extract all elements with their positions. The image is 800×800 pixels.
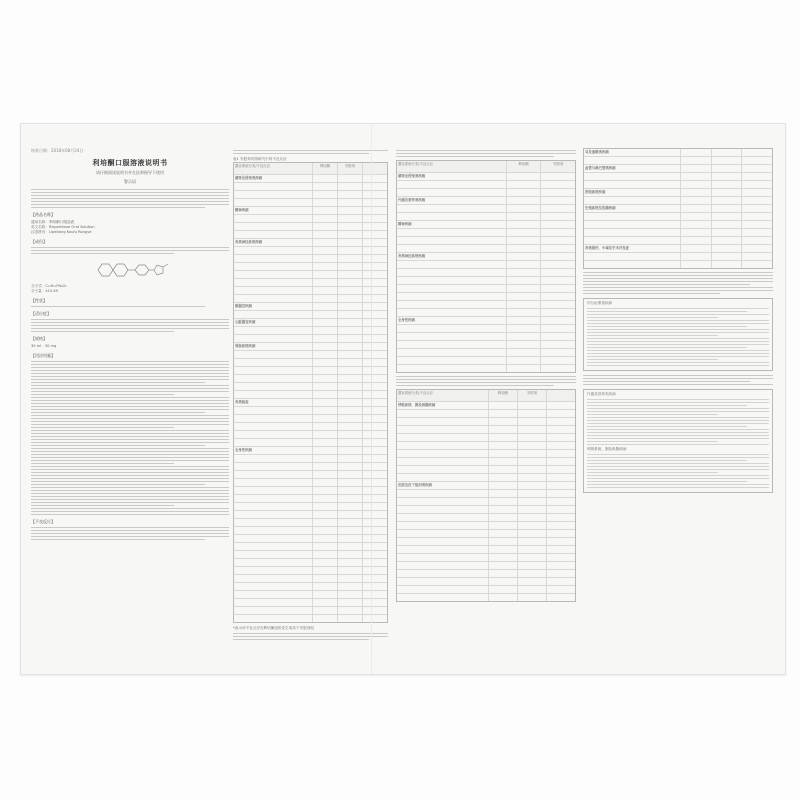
table-row — [397, 221, 575, 229]
group-label: 心脏器官疾病 — [234, 319, 313, 326]
table-row — [234, 407, 387, 415]
chemical-structure-image — [90, 259, 170, 281]
table-header-row — [397, 161, 575, 173]
group-label: 肝胆系统疾病 — [584, 189, 681, 196]
table-row — [234, 359, 387, 367]
column-2 — [233, 148, 388, 643]
table-row — [234, 303, 387, 311]
table-row — [234, 375, 387, 383]
group-label: 全身性疾病 — [397, 317, 507, 324]
molecular-weight: 分子量：410.49 — [31, 289, 58, 293]
table-row — [234, 271, 387, 279]
generic-name: 通用名称：利培酮口服溶液 — [31, 220, 75, 224]
table-row — [397, 277, 575, 285]
column-4 — [583, 148, 773, 497]
table-row — [234, 335, 387, 343]
table-header-cell: 器官系统分类/不良反应 — [397, 390, 489, 401]
table-row — [397, 554, 575, 562]
group-label: 眼器官疾病 — [234, 303, 313, 310]
table-row — [397, 522, 575, 530]
table-row — [234, 175, 387, 183]
group-label: 生殖系统及乳腺疾病 — [584, 205, 681, 212]
column-4-text-b — [583, 375, 773, 385]
column-3-intro — [396, 150, 576, 157]
table-row — [397, 333, 575, 341]
group-label: 各类神经系统疾病 — [397, 253, 507, 260]
group-label: 呼吸系统、胸及纵隔疾病 — [397, 402, 489, 409]
table-row — [397, 466, 575, 474]
table-row — [397, 410, 575, 418]
table-row — [234, 479, 387, 487]
section-properties: 【性状】 — [31, 298, 47, 303]
group-label: 全身性疾病 — [234, 447, 313, 454]
section-indications: 【适应症】 — [31, 311, 51, 316]
group-label: 胃肠系统疾病 — [234, 343, 313, 350]
table-row — [234, 199, 387, 207]
table-row — [234, 215, 387, 223]
group-label: 各类损伤、中毒及手术并发症 — [584, 245, 681, 252]
section-spec: 【规格】 — [31, 336, 47, 341]
table-row — [397, 458, 575, 466]
table-row — [397, 269, 575, 277]
table-header-row — [397, 390, 575, 402]
table-row — [397, 586, 575, 594]
table-row — [234, 575, 387, 583]
table-row — [234, 223, 387, 231]
adverse-events-table-4 — [583, 148, 773, 269]
table-row — [397, 173, 575, 181]
table-row — [234, 391, 387, 399]
table-row — [234, 567, 387, 575]
table-row — [234, 415, 387, 423]
table-row — [234, 351, 387, 359]
table-row — [397, 309, 575, 317]
table-header-cell: 安慰剂 — [518, 390, 547, 401]
table-header-cell: 安慰剂 — [553, 162, 564, 166]
table-row — [234, 519, 387, 527]
table-row — [584, 165, 772, 173]
approval-date: 核准日期：2018年08月24日 — [31, 148, 84, 153]
table-row — [584, 197, 772, 205]
table-header-cell: 安慰剂 — [338, 163, 363, 174]
pinyin-name: 汉语拼音：Lipeitong Koufu Rongye — [31, 230, 92, 234]
table-row — [397, 514, 575, 522]
table-row — [234, 503, 387, 511]
table-row — [397, 562, 575, 570]
document-subtitle: 请仔细阅读说明书并在医师指导下使用 — [96, 170, 164, 175]
table-row — [234, 535, 387, 543]
indications-paragraph — [31, 319, 229, 332]
table-row — [234, 319, 387, 327]
document-title: 利培酮口服溶液说明书 — [92, 159, 168, 167]
table-row — [397, 498, 575, 506]
english-name: 英文名称：Risperidone Oral Solution — [31, 225, 95, 229]
table-row — [234, 287, 387, 295]
column-4-text-a — [583, 272, 773, 294]
table-header-cell: 器官系统分类/不良反应 — [397, 161, 507, 172]
boxed-list-heading: 内分泌系统疾病 — [587, 301, 613, 305]
table-row — [584, 173, 772, 181]
table-row — [397, 426, 575, 434]
boxed-list-heading: 呼吸系统、胸及纵隔疾病 — [587, 447, 627, 451]
table-row — [234, 343, 387, 351]
table-row — [234, 247, 387, 255]
table-header-cell — [547, 390, 575, 401]
table-row — [234, 327, 387, 335]
table-row — [234, 495, 387, 503]
group-label: 各类神经系统疾病 — [234, 239, 313, 246]
table-row — [234, 447, 387, 455]
table-row — [397, 490, 575, 498]
table-row — [584, 245, 772, 253]
table-row — [397, 365, 575, 372]
table-row — [234, 423, 387, 431]
group-label: 精神疾病 — [397, 221, 507, 228]
boxed-list-heading: 代谢及营养类疾病 — [587, 392, 616, 396]
table-row — [584, 149, 772, 157]
table-header-cell: 器官系统分类/不良反应 — [234, 163, 313, 174]
table-row — [584, 261, 772, 268]
table-row — [234, 183, 387, 191]
table-header-cell — [363, 163, 387, 174]
adverse-events-table-3 — [396, 389, 576, 602]
table-row — [397, 349, 575, 357]
section-dosage: 【用法用量】 — [31, 353, 55, 358]
table-row — [397, 578, 575, 586]
ingredients-paragraph — [31, 247, 229, 254]
table-row — [234, 487, 387, 495]
table-header-row — [234, 163, 387, 175]
table-row — [397, 570, 575, 578]
table-row — [234, 367, 387, 375]
table-row — [397, 245, 575, 253]
footnote-paragraph — [233, 633, 388, 640]
adverse-events-table-1 — [233, 162, 388, 623]
table-row — [234, 527, 387, 535]
table-row — [234, 583, 387, 591]
table-row — [234, 231, 387, 239]
table-row — [397, 506, 575, 514]
table-row — [584, 181, 772, 189]
spec-value: 30 ml：30 mg — [31, 344, 57, 348]
table-row — [397, 341, 575, 349]
molecular-formula: 分子式：C₂₃H₂₇FN₄O₂ — [31, 284, 67, 288]
table-row — [234, 463, 387, 471]
group-label: 血管与淋巴管类疾病 — [584, 165, 681, 172]
table-row — [397, 442, 575, 450]
table-row — [234, 295, 387, 303]
table-row — [397, 482, 575, 490]
warning-label: 警示语 — [124, 179, 136, 184]
table-row — [397, 530, 575, 538]
table-row — [397, 181, 575, 189]
table-row — [397, 253, 575, 261]
table-row — [234, 239, 387, 247]
table-row — [584, 253, 772, 261]
column-3 — [396, 148, 576, 605]
section-name: 【药品名称】 — [31, 212, 55, 217]
table-row — [397, 189, 575, 197]
group-label: 感染及侵染类疾病 — [397, 173, 507, 180]
table-header-cell: 利培酮 — [313, 163, 338, 174]
table-row — [397, 301, 575, 309]
table-row — [397, 197, 575, 205]
table-row — [584, 213, 772, 221]
table-row — [584, 205, 772, 213]
table-row — [234, 431, 387, 439]
table-row — [234, 455, 387, 463]
table-row — [234, 191, 387, 199]
column-4-boxed-list-2 — [583, 389, 773, 493]
section-adverse: 【不良反应】 — [31, 519, 55, 524]
adverse-events-table-2 — [396, 160, 576, 373]
table-row — [234, 399, 387, 407]
table-header-cell: 利培酮 — [489, 390, 518, 401]
table-caption: 表1 安慰剂对照研究中的不良反应 — [233, 157, 287, 161]
table-footnote: *表示该不良反应在利培酮组的发生率高于安慰剂组 — [233, 626, 314, 630]
table-row — [397, 237, 575, 245]
table-row — [397, 538, 575, 546]
group-label: 感染及侵染类疾病 — [234, 175, 313, 182]
table-row — [234, 311, 387, 319]
table-header-cell: 利培酮 — [507, 161, 542, 172]
group-label: 耳及迷路类疾病 — [584, 149, 681, 156]
group-label: 精神疾病 — [234, 207, 313, 214]
package-insert-sheet — [20, 123, 786, 675]
table-row — [397, 402, 575, 410]
table-row — [234, 591, 387, 599]
table-row — [234, 607, 387, 615]
table-row — [397, 285, 575, 293]
table-row — [234, 279, 387, 287]
table-row — [397, 261, 575, 269]
column-3-mid-text — [396, 376, 576, 386]
group-label: 皮肤及皮下组织类疾病 — [397, 482, 489, 489]
dosage-paragraph — [31, 361, 229, 515]
table-row — [234, 615, 387, 622]
table-row — [234, 255, 387, 263]
table-row — [234, 207, 387, 215]
column-1 — [31, 148, 229, 543]
properties-paragraph — [31, 306, 229, 307]
table-row — [397, 317, 575, 325]
table-row — [397, 474, 575, 482]
table-row — [234, 551, 387, 559]
table-row — [397, 594, 575, 601]
adverse-paragraph — [31, 527, 229, 540]
table-row — [234, 383, 387, 391]
group-label: 各类检查 — [234, 399, 313, 406]
table-row — [234, 511, 387, 519]
table-row — [397, 325, 575, 333]
table-row — [397, 357, 575, 365]
column-4-boxed-list-1 — [583, 298, 773, 371]
table-row — [397, 434, 575, 442]
table-row — [397, 418, 575, 426]
warning-paragraph — [31, 189, 229, 208]
table-row — [397, 450, 575, 458]
table-row — [397, 213, 575, 221]
group-label: 代谢及营养类疾病 — [397, 197, 507, 204]
section-ingredients: 【成份】 — [31, 239, 47, 244]
table-row — [234, 439, 387, 447]
table-row — [397, 229, 575, 237]
table-row — [584, 221, 772, 229]
table-row — [584, 237, 772, 245]
table-row — [397, 546, 575, 554]
table-row — [397, 293, 575, 301]
table-row — [234, 471, 387, 479]
table-row — [234, 263, 387, 271]
table-row — [584, 189, 772, 197]
table-row — [584, 157, 772, 165]
table-row — [397, 205, 575, 213]
table-row — [234, 543, 387, 551]
table-row — [234, 559, 387, 567]
table-intro — [233, 150, 388, 154]
table-row — [234, 599, 387, 607]
table-row — [584, 229, 772, 237]
